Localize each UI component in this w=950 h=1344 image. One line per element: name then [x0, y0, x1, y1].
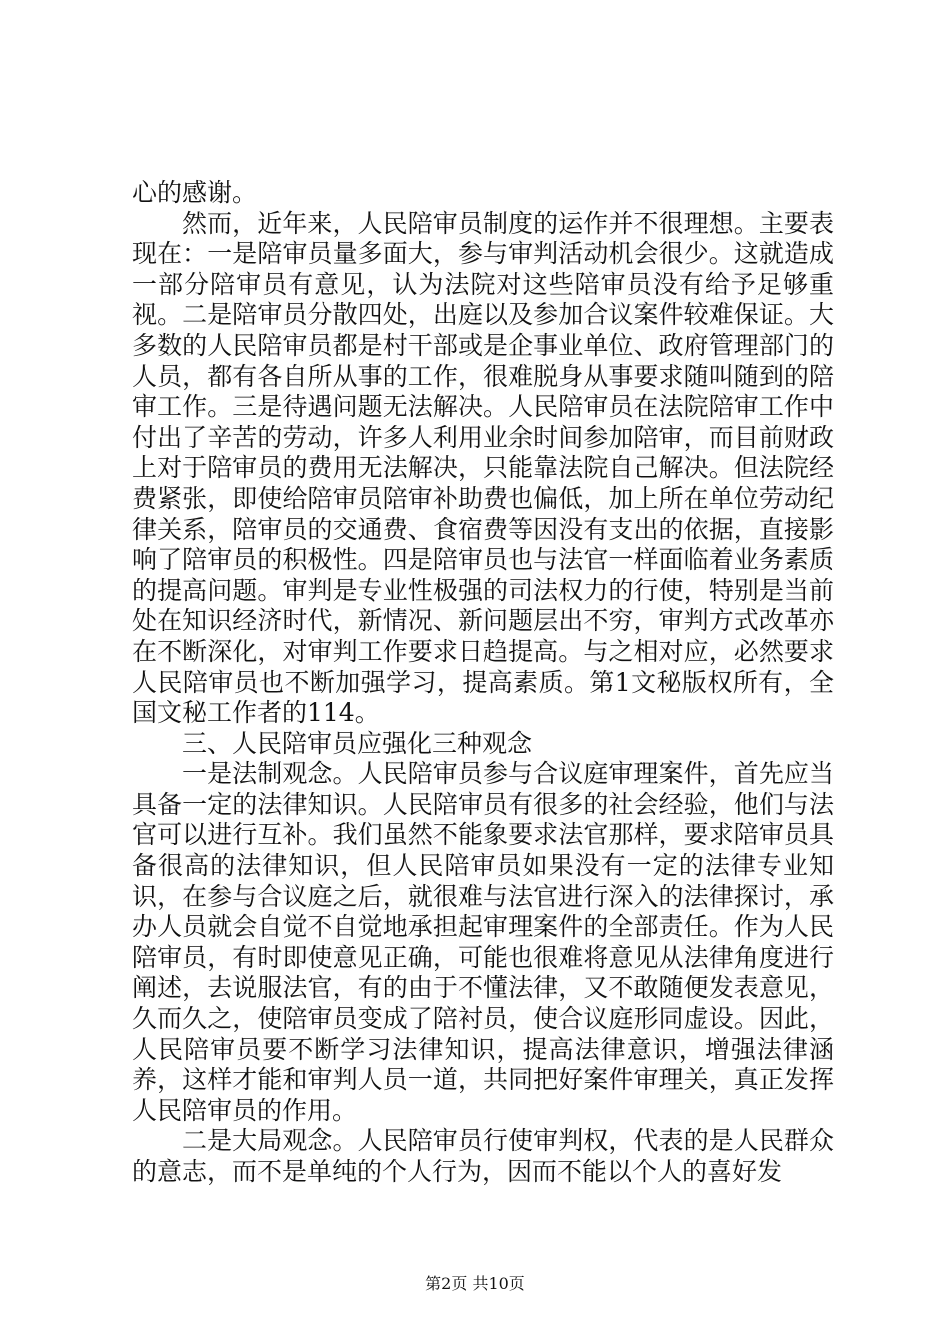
paragraph-legal-concept: 一是法制观念。人民陪审员参与合议庭审理案件，首先应当具备一定的法律知识。人民陪审员有很多的社会经验，他们与法官可以进行互补。我们虽然不能象要求法官那样，要求陪审员具备很高的法律知识，但人民陪审员如果没有一定的法律专业知识，在参与合议庭之后，就很难与法官进行深入的法律探讨，承办人员就会自觉不自觉地承担起审理案件的全部责任。作为人民陪审员，有时即使意见正确，可能也很难将意见从法律角度进行阐述，去说服法官，有的由于不懂法律，又不敢随便发表意见，久而久之，使陪审员变成了陪衬员，使合议庭形同虚设。因此，人民陪审员要不断学习法律知识，提高法律意识，增强法律涵养，这样才能和审判人员一道，共同把好案件审理关，真正发挥人民陪审员的作用。 [132, 759, 834, 1125]
document-body [132, 178, 834, 1188]
page-footer: 第2页 共10页 [425, 1274, 525, 1293]
paragraph-problems: 然而，近年来，人民陪审员制度的运作并不很理想。主要表现在：一是陪审员量多面大，参与审判活动机会很少。这就造成一部分陪审员有意见，认为法院对这些陪审员没有给予足够重视。二是陪审员分散四处，出庭以及参加合议案件较难保证。大多数的人民陪审员都是村干部或是企事业单位、政府管理部门的人员，都有各自所从事的工作，很难脱身从事要求随叫随到的陪审工作。三是待遇问题无法解决。人民陪审员在法院陪审工作中付出了辛苦的劳动，许多人利用业余时间参加陪审，而目前财政上对于陪审员的费用无法解决，只能靠法院自己解决。但法院经费紧张，即使给陪审员陪审补助费也偏低，加上所在单位劳动纪律关系，陪审员的交通费、食宿费等因没有支出的依据，直接影响了陪审员的积极性。四是陪审员也与法官一样面临着业务素质的提高问题。审判是专业性极强的司法权力的行使，特别是当前处在知识经济时代，新情况、新问题层出不穷，审判方式改革亦在不断深化，对审判工作要求日趋提高。与之相对应，必然要求人民陪审员也不断加强学习，提高素质。第1文秘版权所有，全国文秘工作者的114。 [132, 208, 834, 728]
section-heading: 三、人民陪审员应强化三种观念 [182, 728, 533, 758]
paragraph-overall-concept: 二是大局观念。人民陪审员行使审判权，代表的是人民群众的意志，而不是单纯的个人行为，因而不能以个人的喜好发 [132, 1126, 834, 1186]
paragraph-continuation: 心的感谢。 [132, 178, 258, 207]
